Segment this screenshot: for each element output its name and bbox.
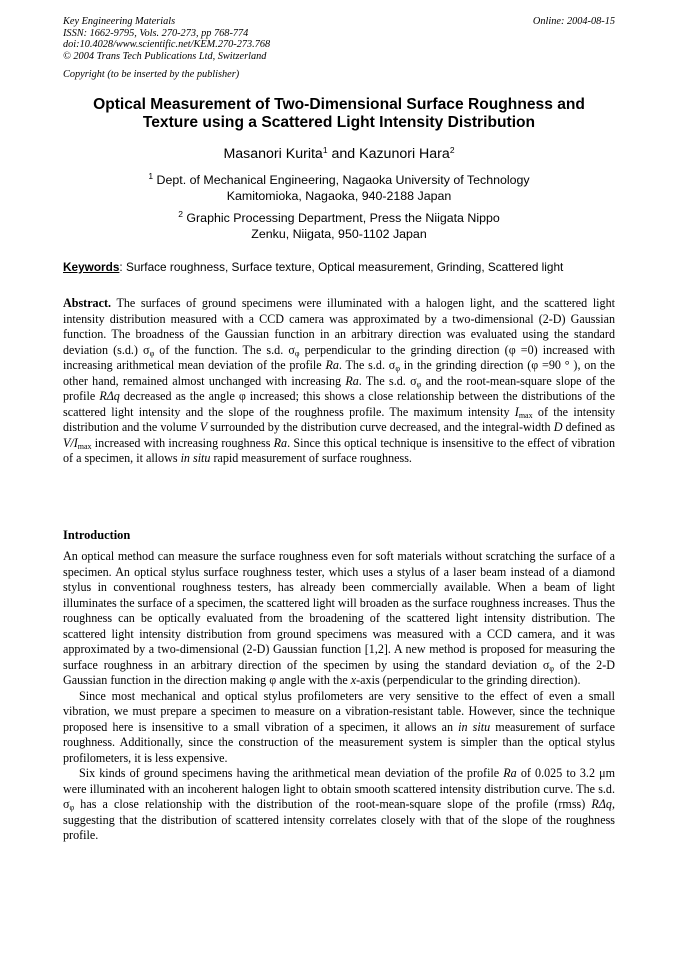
issn-line: ISSN: 1662-9795, Vols. 270-273, pp 768-774 [63, 27, 249, 39]
author-2: Kazunori Hara [359, 146, 450, 162]
keywords-label: Keywords [63, 260, 120, 274]
introduction-heading: Introduction [63, 528, 131, 542]
abstract-text: . The s.d. [358, 373, 411, 388]
vi-symbol: V/I [63, 435, 78, 450]
intro-text: Six kinds of ground specimens having the arithmetical mean deviation of the profile [79, 766, 504, 780]
abstract-text: decreased as the angle φ increased; this shows a close relationship between the distributions of the scattered light intensity and the slope of the roughness profile. The maximum intensity [63, 389, 616, 419]
keywords-text: Surface roughness, Surface texture, Optical measurement, Grinding, Scattered light [125, 260, 564, 274]
intro-text: of the 2-D Gaussian function in the direction making φ angle with the [63, 657, 615, 687]
phi-subscript: φ [294, 348, 300, 358]
intro-text: -axis (perpendicular to the grinding direction). [356, 673, 581, 687]
rdq-symbol: RΔq [99, 389, 120, 403]
intro-text: An optical method can measure the surface roughness even for soft materials without scratching the surface of a specimen. An optical stylus surface roughness tester, which uses a stylus of a laser beam instead of a diamond stylus in conventional roughness testers, has already been commercially available. When a beam of light illuminates the surface of a specimen, the scattered light will broaden as the surface roughness increases. Thus the roughness can be optically evaluated from the broadening of the scattered light intensity distribution. The scattered light intensity distribution from ground specimens was measured with a CCD camera, and it was approximated by a two-dimensional (2-D) Gaussian function [1,2]. A new method is proposed for measuring the surface roughness in an arbitrary direction of the specimen by using the standard deviation [63, 549, 615, 672]
journal-name: Key Engineering Materials [63, 16, 176, 27]
d-symbol: D [553, 420, 563, 434]
journal-header [63, 16, 615, 81]
abstract-label: Abstract. [63, 296, 112, 310]
sigma-symbol: σ [288, 342, 295, 357]
phi-subscript: φ [69, 803, 75, 812]
abstract-text: . The s.d. [338, 358, 389, 372]
affiliation-1-mark: 1 [148, 171, 154, 181]
phi-subscript: φ [416, 379, 422, 389]
phi-subscript: φ [395, 364, 400, 373]
x-symbol: x [350, 673, 357, 687]
abstract-text: defined as [562, 420, 616, 434]
title-line-1: Optical Measurement of Two-Dimensional Surface Roughness and [93, 96, 585, 113]
abstract-text: increased with increasing roughness [91, 435, 274, 450]
author-1-mark: 1 [322, 145, 328, 155]
keywords [63, 260, 615, 274]
sigma-symbol: σ [63, 797, 70, 811]
v-symbol: V [199, 420, 208, 434]
affiliation-2-line-2: Zenku, Niigata, 950-1102 Japan [251, 227, 427, 241]
publisher-line: © 2004 Trans Tech Publications Ltd, Switzerland [63, 50, 267, 62]
phi-subscript: φ [149, 348, 155, 358]
ra-symbol: Ra [503, 766, 517, 780]
sigma-symbol: σ [410, 373, 417, 388]
abstract-text: The surfaces of ground specimens were illuminated with a halogen light, and the scattered light intensity distribution measured with a CCD camera was approximated by a two-dimensional (2-D) Gaussian function. The broadness of the Gaussian function in an arbitrary direction was evaluated using the standard deviation (s.d.) [63, 296, 615, 357]
keywords-sep: : [119, 260, 126, 274]
affiliation-1 [63, 172, 615, 204]
ra-symbol: Ra [345, 373, 359, 388]
doi-line: doi:10.4028/www.scientific.net/KEM.270-273.768 [63, 39, 271, 51]
authors-line [63, 146, 615, 163]
abstract-text: of the intensity distribution and the volume [63, 404, 615, 434]
intro-text: measurement of surface roughness. Additionally, since the construction of the measurement system is simpler than the optical stylus profilometers, it is less expensive. [63, 719, 615, 765]
title-line-2: Texture using a Scattered Light Intensity Distribution [142, 114, 536, 132]
rdq-symbol: RΔq [591, 797, 612, 811]
abstract-text: in the grinding direction (φ =90 ° ), on the other hand, remained almost unchanged with increasing [63, 358, 615, 388]
abstract [63, 296, 615, 467]
online-date: Online: 2004-08-15 [532, 16, 615, 27]
affiliation-2 [63, 210, 615, 242]
abstract-text: and the root-mean-square slope of the profile [63, 373, 615, 403]
in-situ-term: in situ [458, 719, 491, 734]
affiliation-1-line-2: Kamitomioka, Nagaoka, 940-2188 Japan [226, 189, 452, 203]
intro-text: of 0.025 to 3.2 μm were illuminated with an incoherent halogen light to obtain smooth scattered intensity distribution curve. The s.d. [63, 766, 615, 796]
max-subscript: max [77, 441, 92, 451]
intro-paragraph-1 [63, 549, 615, 689]
ra-symbol: Ra [273, 435, 288, 450]
ra-symbol: Ra [325, 358, 339, 372]
intro-paragraph-2 [63, 689, 615, 767]
max-subscript: max [518, 410, 533, 420]
i-symbol: I [514, 404, 519, 419]
intro-text: has a close relationship with the distribution of the root-mean-square slope of the profile (rmss) [74, 797, 592, 811]
phi-subscript: φ [549, 663, 554, 673]
in-situ-term: in situ [180, 451, 211, 465]
author-1: Masanori Kurita [223, 146, 323, 162]
abstract-text: of the function. The s.d. [154, 342, 289, 357]
abstract-text: surrounded by the distribution curve decreased, and the integral-width [207, 420, 554, 434]
intro-text: , suggesting that the distribution of scattered intensity correlates closely with that of the slope of the roughness profile. [63, 797, 615, 842]
introduction-body [63, 549, 615, 844]
abstract-text: . Since this optical technique is insensitive to the effect of vibration of a specimen, it allows [63, 435, 615, 465]
abstract-text: rapid measurement of surface roughness. [210, 451, 412, 465]
sigma-symbol: σ [143, 342, 150, 357]
affiliation-2-mark: 2 [178, 209, 183, 219]
author-joiner: and [327, 146, 360, 162]
sigma-symbol: σ [388, 358, 396, 372]
paper-title [63, 96, 615, 133]
affiliation-2-line-1: Graphic Processing Department, Press the Niigata Nippo [182, 211, 500, 225]
affiliation-1-line-1: Dept. of Mechanical Engineering, Nagaoka University of Technology [153, 173, 530, 187]
intro-text: Since most mechanical and optical stylus profilometers are very sensitive to the effect of even a small vibration, we must prepare a specimen to measure on a vibration-resistant table. However, since the technique proposed here is insensitive to a small vibration of a specimen, it allows an [63, 688, 615, 734]
intro-paragraph-3 [63, 766, 615, 844]
author-2-mark: 2 [449, 145, 455, 155]
abstract-text: perpendicular to the grinding direction (φ =0) increased with increasing arithmetical mean deviation of the profile [63, 342, 616, 372]
copyright-line: Copyright (to be inserted by the publisher) [63, 69, 240, 81]
sigma-symbol: σ [542, 657, 550, 672]
